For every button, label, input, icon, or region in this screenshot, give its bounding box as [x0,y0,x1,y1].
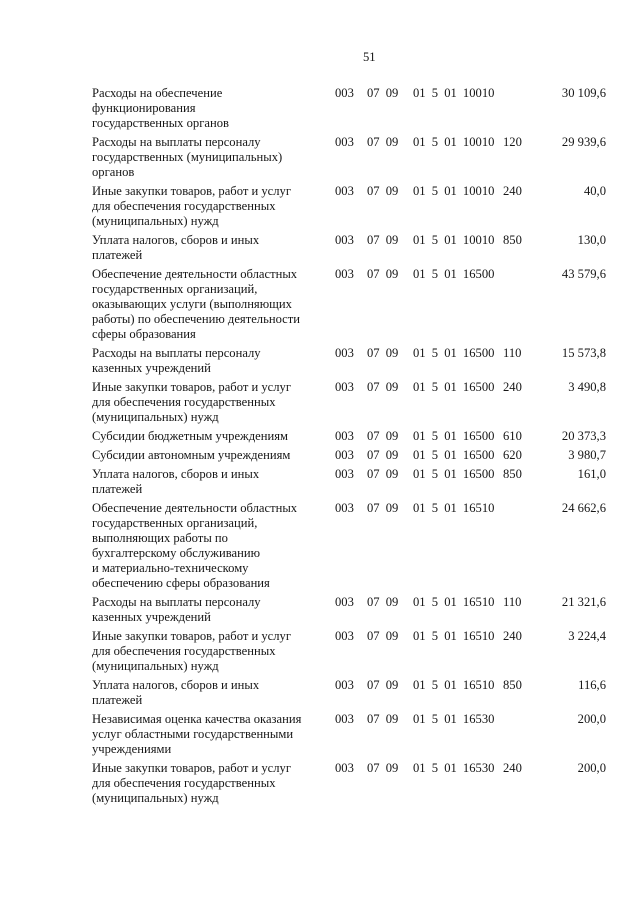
amount: 29 939,6 [561,135,606,149]
ministry-code: 003 [335,501,354,515]
amount: 130,0 [577,233,606,247]
amount: 21 321,6 [561,595,606,609]
section-code: 07 09 [367,678,399,692]
expense-type-code: 240 [503,380,522,394]
amount: 15 573,8 [561,346,606,360]
expense-name: Уплата налогов, сборов и иных платежей [92,467,260,496]
amount: 40,0 [583,184,606,198]
expense-type-code [503,501,537,591]
section-code: 07 09 [367,429,399,443]
target-article-code: 01 5 01 16500 [413,429,495,443]
target-article-code: 01 5 01 16510 [413,501,495,515]
section-code: 07 09 [367,448,399,462]
target-article-code: 01 5 01 16500 [413,448,495,462]
amount: 30 109,6 [561,86,606,100]
page-number: 51 [363,50,376,64]
target-article-code: 01 5 01 10010 [413,233,495,247]
expense-name: Расходы на выплаты персоналу казенных учреждений [92,346,261,375]
ministry-code: 003 [335,86,354,100]
table-row [92,429,606,444]
expense-name: Обеспечение деятельности областных государственных организаций, выполняющих работы по бухгалтерскому обслуживанию и материально-техническому обеспечению сферы образования [92,501,298,590]
section-code: 07 09 [367,595,399,609]
ministry-code: 003 [335,135,354,149]
target-article-code: 01 5 01 16530 [413,761,495,775]
expense-name: Иные закупки товаров, работ и услуг для обеспечения государственных (муниципальных) нужд [92,629,292,673]
expense-name: Обеспечение деятельности областных государственных организаций, оказывающих услуги (выполняющих работы) по обеспечению деятельности сферы образования [92,267,301,341]
target-article-code: 01 5 01 10010 [413,86,495,100]
target-article-code: 01 5 01 16500 [413,346,495,360]
expense-name: Субсидии бюджетным учреждениям [92,429,288,443]
target-article-code: 01 5 01 16500 [413,267,495,281]
amount: 43 579,6 [561,267,606,281]
target-article-code: 01 5 01 16510 [413,678,495,692]
amount: 3 224,4 [568,629,606,643]
expense-type-code: 850 [503,233,522,247]
ministry-code: 003 [335,267,354,281]
expense-type-code: 610 [503,429,522,443]
expense-type-code: 620 [503,448,522,462]
table-row [92,448,606,463]
expense-type-code: 240 [503,629,522,643]
ministry-code: 003 [335,429,354,443]
section-code: 07 09 [367,380,399,394]
ministry-code: 003 [335,712,354,726]
section-code: 07 09 [367,467,399,481]
table-row [92,712,606,757]
ministry-code: 003 [335,233,354,247]
amount: 20 373,3 [561,429,606,443]
expense-type-code: 240 [503,761,522,775]
expense-name: Независимая оценка качества оказания услуг областными государственными учреждениями [92,712,302,756]
section-code: 07 09 [367,712,399,726]
table-row [92,135,606,180]
expense-type-code [503,86,537,131]
ministry-code: 003 [335,678,354,692]
budget-table [92,86,606,810]
expense-type-code: 240 [503,184,522,198]
table-row [92,346,606,376]
table-row [92,501,606,591]
target-article-code: 01 5 01 10010 [413,135,495,149]
ministry-code: 003 [335,595,354,609]
expense-type-code [503,712,537,757]
ministry-code: 003 [335,467,354,481]
amount: 24 662,6 [561,501,606,515]
section-code: 07 09 [367,267,399,281]
target-article-code: 01 5 01 16510 [413,629,495,643]
expense-type-code: 850 [503,678,522,692]
table-row [92,467,606,497]
table-row [92,380,606,425]
ministry-code: 003 [335,448,354,462]
section-code: 07 09 [367,761,399,775]
expense-name: Иные закупки товаров, работ и услуг для обеспечения государственных (муниципальных) нужд [92,184,292,228]
expense-type-code: 110 [503,346,522,360]
amount: 3 980,7 [568,448,606,462]
table-row [92,678,606,708]
amount: 200,0 [577,761,606,775]
section-code: 07 09 [367,184,399,198]
ministry-code: 003 [335,346,354,360]
expense-type-code: 850 [503,467,522,481]
expense-name: Иные закупки товаров, работ и услуг для обеспечения государственных (муниципальных) нужд [92,761,292,805]
amount: 200,0 [577,712,606,726]
amount: 161,0 [577,467,606,481]
section-code: 07 09 [367,233,399,247]
table-row [92,86,606,131]
expense-type-code: 110 [503,595,522,609]
expense-name: Расходы на выплаты персоналу казенных учреждений [92,595,261,624]
expense-type-code [503,267,537,342]
table-row [92,629,606,674]
table-row [92,761,606,806]
section-code: 07 09 [367,135,399,149]
section-code: 07 09 [367,629,399,643]
expense-name: Иные закупки товаров, работ и услуг для обеспечения государственных (муниципальных) нужд [92,380,292,424]
expense-name: Расходы на выплаты персоналу государственных (муниципальных) органов [92,135,283,179]
expense-name: Уплата налогов, сборов и иных платежей [92,233,260,262]
target-article-code: 01 5 01 16500 [413,467,495,481]
ministry-code: 003 [335,380,354,394]
ministry-code: 003 [335,184,354,198]
section-code: 07 09 [367,501,399,515]
target-article-code: 01 5 01 16510 [413,595,495,609]
target-article-code: 01 5 01 16500 [413,380,495,394]
ministry-code: 003 [335,629,354,643]
expense-type-code: 120 [503,135,522,149]
target-article-code: 01 5 01 16530 [413,712,495,726]
table-row [92,267,606,342]
section-code: 07 09 [367,86,399,100]
expense-name: Уплата налогов, сборов и иных платежей [92,678,260,707]
target-article-code: 01 5 01 10010 [413,184,495,198]
expense-name: Субсидии автономным учреждениям [92,448,291,462]
expense-name: Расходы на обеспечение функционирования государственных органов [92,86,229,130]
section-code: 07 09 [367,346,399,360]
amount: 116,6 [578,678,606,692]
ministry-code: 003 [335,761,354,775]
table-row [92,595,606,625]
amount: 3 490,8 [568,380,606,394]
table-row [92,184,606,229]
table-row [92,233,606,263]
